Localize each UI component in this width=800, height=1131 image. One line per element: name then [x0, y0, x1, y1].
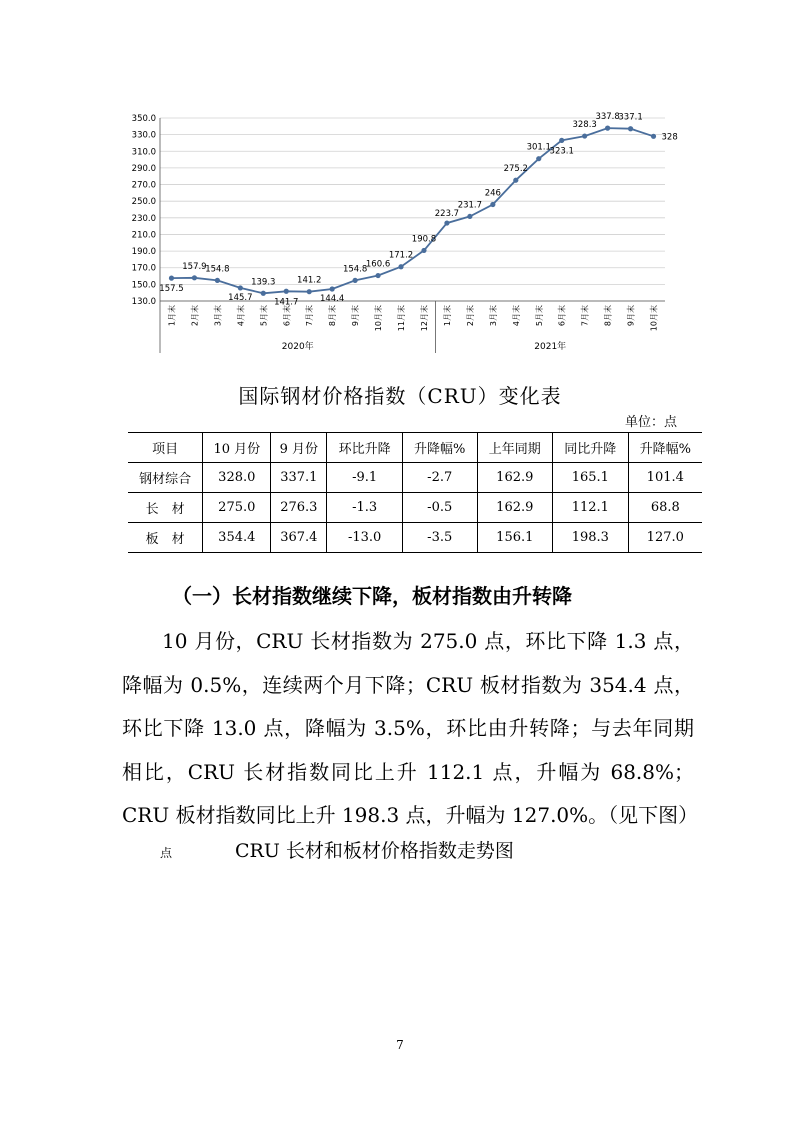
y-tick-label: 270.0	[131, 180, 156, 191]
x-tick-label: 7月末	[580, 305, 590, 327]
table-caption: 国际钢材价格指数（CRU）变化表	[238, 384, 562, 408]
table-cell: -0.5	[402, 493, 477, 523]
data-label: 141.2	[297, 275, 322, 286]
data-point	[307, 289, 312, 294]
data-label: 145.7	[228, 292, 253, 303]
data-point	[284, 289, 289, 294]
table-cell: 长 材	[145, 502, 185, 517]
data-label: 231.7	[457, 200, 483, 211]
x-tick-label: 6月末	[557, 305, 567, 327]
y-tick-label: 310.0	[131, 147, 156, 158]
data-label: 154.8	[205, 264, 230, 275]
table-cell: 钢材综合	[139, 472, 192, 487]
data-label: 139.3	[251, 277, 276, 288]
table-cell: 198.3	[553, 523, 629, 553]
table-cell: 112.1	[553, 493, 629, 523]
y-tick-label: 330.0	[131, 130, 156, 141]
data-point	[238, 285, 243, 290]
data-label: 337.8	[595, 112, 620, 123]
section-heading: （一）长材指数继续下降，板材指数由升转降	[172, 584, 572, 608]
x-tick-label: 2月末	[190, 305, 200, 327]
data-label: 141.7	[274, 297, 299, 308]
table-cell: 354.4	[203, 523, 271, 553]
data-point	[628, 126, 633, 131]
y-tick-label: 150.0	[131, 280, 156, 291]
data-label: 328.3	[572, 120, 597, 131]
x-tick-label: 7月末	[305, 305, 315, 327]
data-point	[421, 248, 426, 253]
table-cell: -1.3	[327, 493, 403, 523]
col-header: 9 月份	[271, 433, 327, 463]
chart2-title: CRU 长材和板材价格指数走势图	[235, 840, 514, 862]
data-label: 275.2	[503, 164, 528, 175]
data-point	[398, 264, 403, 269]
data-label: 223.7	[434, 209, 460, 220]
data-label: 246	[484, 188, 501, 199]
data-label: 157.9	[182, 261, 207, 272]
x-tick-label: 1月末	[167, 305, 177, 327]
data-point	[467, 214, 472, 219]
table-cell: 162.9	[477, 463, 553, 493]
table-cell: 板 材	[145, 532, 185, 547]
data-label: 157.5	[159, 284, 184, 295]
data-point	[353, 278, 358, 283]
table-cell: -9.1	[327, 463, 403, 493]
data-point	[192, 275, 197, 280]
y-tick-label: 210.0	[131, 230, 156, 241]
x-tick-label: 5月末	[259, 305, 269, 327]
table-row	[128, 463, 702, 493]
cru-index-table	[128, 432, 702, 553]
data-label: 337.1	[618, 112, 643, 123]
table-cell: 337.1	[271, 463, 327, 493]
table-cell: 367.4	[271, 523, 327, 553]
data-label: 144.4	[319, 294, 345, 305]
data-point	[559, 138, 564, 143]
data-point	[536, 156, 541, 161]
data-point	[651, 134, 656, 139]
table-cell: 165.1	[553, 463, 629, 493]
x-tick-label: 11月末	[397, 305, 407, 332]
page-number: 7	[396, 1038, 404, 1052]
data-point	[375, 273, 380, 278]
data-point	[330, 286, 335, 291]
x-group-label: 2021年	[534, 342, 567, 352]
table-cell: 276.3	[271, 493, 327, 523]
data-point	[605, 126, 610, 131]
chart2-unit-label: 点	[160, 846, 173, 860]
data-point	[513, 178, 518, 183]
y-tick-label: 190.0	[131, 247, 156, 258]
data-label: 323.1	[549, 146, 574, 157]
col-header: 项目	[152, 442, 179, 457]
x-tick-label: 8月末	[603, 305, 613, 327]
table-cell: 328.0	[203, 463, 271, 493]
table-header-row	[128, 433, 702, 463]
col-header: 同比升降	[553, 433, 629, 463]
col-header: 10 月份	[203, 433, 271, 463]
series-line	[172, 128, 654, 293]
unit-note: 单位：点	[625, 415, 678, 430]
x-tick-label: 6月末	[282, 305, 292, 327]
col-header: 升降幅%	[402, 433, 477, 463]
x-tick-label: 2月末	[465, 305, 475, 327]
x-tick-label: 4月末	[511, 305, 521, 327]
table-cell: 101.4	[628, 463, 702, 493]
table-cell: -3.5	[402, 523, 477, 553]
body-paragraph: 10 月份，CRU 长材指数为 275.0 点，环比下降 1.3 点，降幅为 0.5%，连续两个月下降；CRU 板材指数为 354.4 点，环比下降 13.0 点，降幅为 3.5%，环比由升转降；与去年同期相比，CRU 长材指数同比上升 112.1 点，升幅为 68.8%；CRU 板材指数同比上升 198.3 点，升幅为 127.0%。（见下图）	[122, 629, 699, 827]
x-group-label: 2020年	[281, 342, 314, 352]
y-tick-label: 290.0	[131, 163, 156, 174]
col-header: 环比升降	[327, 433, 403, 463]
data-point	[215, 278, 220, 283]
table-cell: 162.9	[477, 493, 553, 523]
x-tick-label: 10月末	[374, 305, 384, 332]
data-point	[169, 276, 174, 281]
x-tick-label: 1月末	[442, 305, 452, 327]
x-tick-label: 5月末	[534, 305, 544, 327]
data-point	[261, 291, 266, 296]
x-tick-label: 12月末	[419, 305, 429, 332]
data-label: 160.6	[365, 259, 391, 270]
data-label: 154.8	[342, 264, 368, 275]
x-tick-label: 4月末	[236, 305, 246, 327]
col-header: 升降幅%	[628, 433, 702, 463]
table-cell: 275.0	[203, 493, 271, 523]
x-tick-label: 3月末	[213, 305, 223, 327]
x-tick-label: 3月末	[488, 305, 498, 327]
y-tick-label: 230.0	[131, 213, 156, 224]
data-label: 328	[661, 132, 678, 143]
data-point	[582, 133, 587, 138]
table-row	[128, 523, 702, 553]
data-label: 190.8	[411, 234, 437, 245]
x-tick-label: 9月末	[351, 305, 361, 327]
col-header: 上年同期	[477, 433, 553, 463]
table-cell: 156.1	[477, 523, 553, 553]
data-label: 301.1	[526, 142, 551, 153]
cru-index-line-chart	[120, 108, 680, 358]
y-tick-label: 130.0	[131, 297, 156, 307]
y-tick-label: 250.0	[131, 197, 156, 208]
x-tick-label: 8月末	[328, 305, 338, 327]
x-tick-label: 10月末	[649, 305, 659, 332]
y-tick-label: 170.0	[131, 263, 156, 274]
x-tick-label: 9月末	[626, 305, 636, 327]
data-label: 171.2	[388, 250, 414, 261]
data-point	[444, 220, 449, 225]
data-point	[490, 202, 495, 207]
y-tick-label: 350.0	[131, 114, 156, 124]
table-cell: -13.0	[327, 523, 403, 553]
table-row	[128, 493, 702, 523]
table-cell: -2.7	[402, 463, 477, 493]
table-cell: 68.8	[628, 493, 702, 523]
table-cell: 127.0	[628, 523, 702, 553]
